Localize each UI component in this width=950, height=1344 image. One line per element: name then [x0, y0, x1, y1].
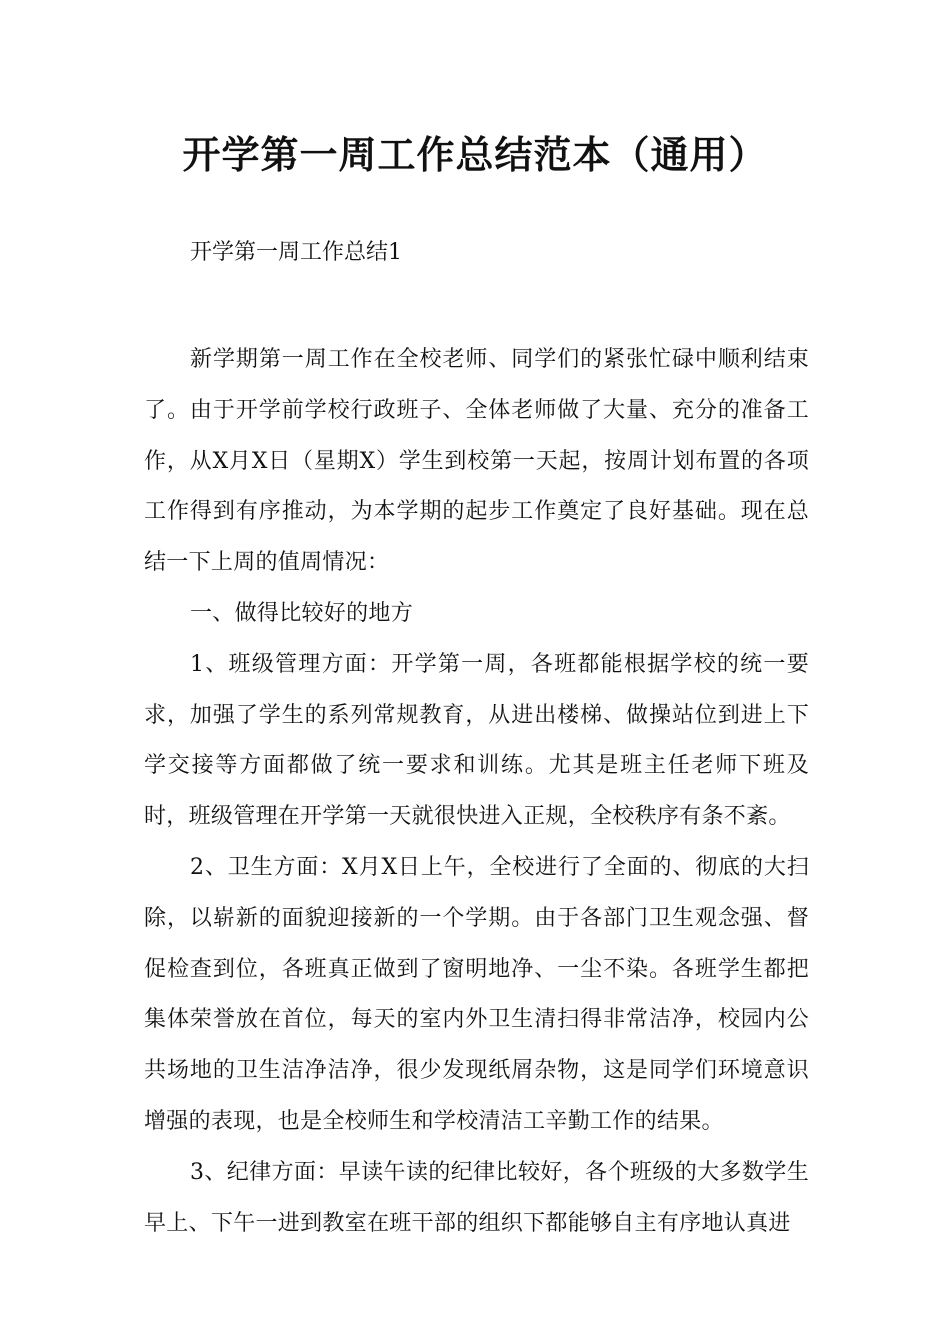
document-title: 开学第一周工作总结范本（通用）	[182, 133, 768, 177]
paragraph-class-management: 1、班级管理方面：开学第一周，各班都能根据学校的统一要求，加强了学生的系列常规教育，从进出楼梯、做操站位到进上下学交接等方面都做了统一要求和训练。尤其是班主任老师下班及时，班级管理在开学第一天就很快进入正规，全校秩序有条不紊。	[144, 651, 809, 830]
paragraph-intro: 新学期第一周工作在全校老师、同学们的紧张忙碌中顺利结束了。由于开学前学校行政班子、全体老师做了大量、充分的准备工作，从X月X日（星期X）学生到校第一天起，按周计划布置的各项工作得到有序推动，为本学期的起步工作奠定了良好基础。现在总结一下上周的值周情况：	[144, 347, 809, 576]
paragraph-discipline: 3、纪律方面：早读午读的纪律比较好，各个班级的大多数学生早上、下午一进到教室在班干部的组织下都能够自主有序地认真进	[144, 1159, 809, 1236]
document-subtitle: 开学第一周工作总结1	[190, 240, 402, 265]
document-body	[144, 335, 809, 1249]
section-heading: 一、做得比较好的地方	[190, 600, 414, 626]
paragraph-hygiene: 2、卫生方面：X月X日上午，全校进行了全面的、彻底的大扫除，以崭新的面貌迎接新的一个学期。由于各部门卫生观念强、督促检查到位，各班真正做到了窗明地净、一尘不染。各班学生都把集体荣誉放在首位，每天的室内外卫生清扫得非常洁净，校园内公共场地的卫生洁净洁净，很少发现纸屑杂物，这是同学们环境意识增强的表现，也是全校师生和学校清洁工辛勤工作的结果。	[144, 854, 809, 1134]
